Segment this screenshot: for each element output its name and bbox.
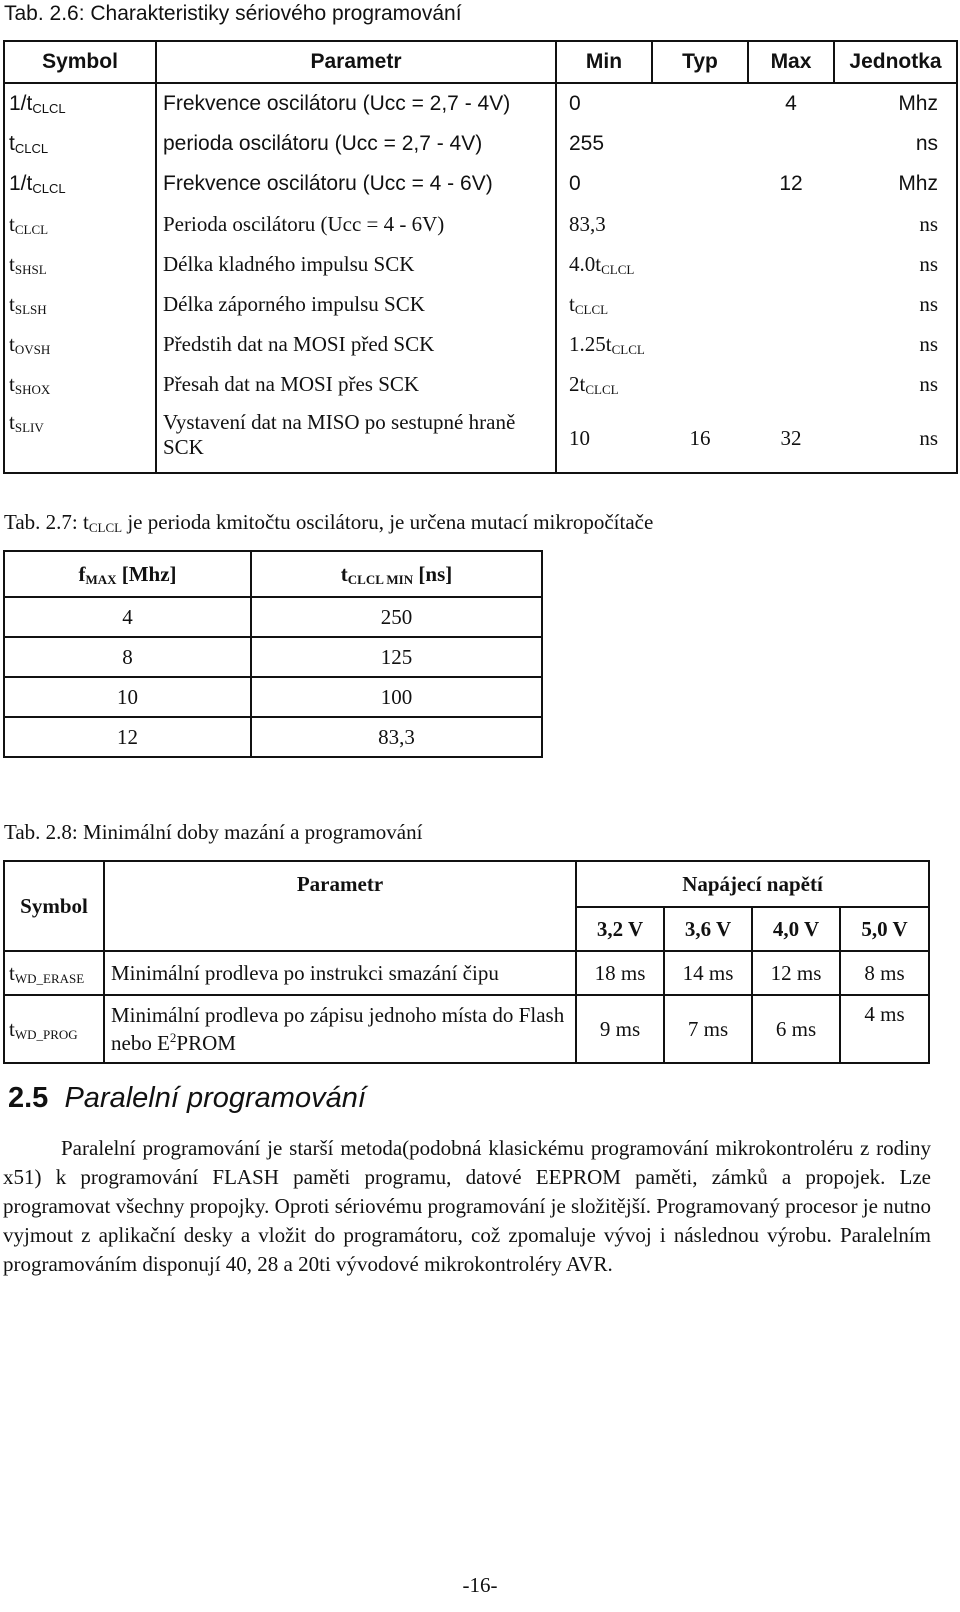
min-cell: $1.25t_{CLCL}$ [556,324,652,364]
unit-cell: ns [834,204,957,244]
col-tclcl-min: $t_{CLCL MIN}$ [ns] [251,551,542,597]
max-frequency-table [3,550,543,758]
typ-cell [652,324,748,364]
table-header-row [4,41,957,83]
symbol-cell: $t_{CLCL}$ [4,204,156,244]
col-voltage-4-0: 4,0 V [752,907,840,951]
table-header-row [4,861,929,907]
typ-cell [652,124,748,164]
col-typ: Typ [652,41,748,83]
param-cell: Minimální prodleva po instrukci smazání čipu [104,951,576,995]
typ-cell [652,164,748,204]
param-cell: Minimální prodleva po zápisu jednoho místa do Flash nebo $E^2PROM$ [104,995,576,1063]
table-row [4,717,542,757]
table-row [4,995,929,1063]
symbol-cell: $t_{WD\_ERASE}$ [4,951,104,995]
section-title: Paralelní programování [64,1082,366,1114]
col-param: Parametr [156,41,556,83]
value-cell: 8 ms [840,951,929,995]
tmin-cell: 83,3 [251,717,542,757]
max-cell: 4 [785,92,797,115]
col-symbol: Symbol [4,41,156,83]
min-cell: 0 [556,83,652,124]
max-cell: 32 [748,404,834,473]
table-row [4,597,542,637]
tmin-cell: 250 [251,597,542,637]
min-cell: 0 [556,164,652,204]
param-cell: Délka záporného impulsu SCK [156,284,556,324]
col-voltage-group: Napájecí napětí [576,861,929,907]
fmax-cell: 12 [4,717,251,757]
unit-cell: Mhz [834,83,957,124]
tmin-cell: 100 [251,677,542,717]
col-max: Max [748,41,834,83]
col-unit: Jednotka [834,41,957,83]
symbol-cell: $t_{CLCL}$ [4,124,156,164]
unit-cell: ns [834,364,957,404]
col-symbol: Symbol [4,861,104,951]
body-paragraph: Paralelní programování je starší metoda(podobná klasickému programování mikrokontroléru z rodiny x51) k programování FLASH paměti programu, datové EEPROM paměti, zámků a propojek. Lze programovat všechny propojky. Oproti sériovému programování je složitější. Programovaný procesor je nutno vyjmout z aplikační desky a vložit do programátoru, což zpomaluje vývoj i následnou výrobu. Paralelním programováním disponují 40, 28 a 20ti vývodové mikrokontroléry AVR. [3,1136,931,1276]
value-cell: 4 ms [840,995,929,1063]
max-cell: 12 [779,172,803,195]
max-cell [748,324,834,364]
max-cell [748,244,834,284]
tab27-caption: Tab. 2.7: $t_{CLCL}$ je perioda kmitočtu oscilátoru, je určena mutací mikropočítače [4,510,654,535]
typ-cell [652,284,748,324]
table-row [4,677,542,717]
value-cell: 9 ms [576,995,664,1063]
typ-cell [652,83,748,124]
col-min: Min [556,41,652,83]
table-row [4,284,957,324]
table-row [4,244,957,284]
param-cell: Frekvence oscilátoru (Ucc = 4 - 6V) [156,164,556,204]
unit-cell: Mhz [834,164,957,204]
section-number: 2.5 [8,1082,49,1114]
table-row [4,83,957,124]
fmax-cell: 10 [4,677,251,717]
page-number: -16- [462,1573,498,1597]
max-cell [748,364,834,404]
section-heading [8,1082,366,1115]
table-row [4,364,957,404]
typ-cell [652,364,748,404]
symbol-cell: $t_{SHSL}$ [4,244,156,284]
value-cell: 6 ms [752,995,840,1063]
fmax-cell: 8 [4,637,251,677]
param-cell: Frekvence oscilátoru (Ucc = 2,7 - 4V) [156,83,556,124]
max-cell [748,204,834,244]
param-cell: perioda oscilátoru (Ucc = 2,7 - 4V) [156,124,556,164]
min-cell: 83,3 [556,204,652,244]
typ-cell [652,204,748,244]
symbol-cell: $t_{SLSH}$ [4,284,156,324]
tab26-caption: Tab. 2.6: Charakteristiky sériového programování [4,2,462,25]
typ-cell: 16 [652,404,748,473]
erase-program-times-table [3,860,930,1064]
table-row [4,951,929,995]
min-cell: $t_{CLCL}$ [556,284,652,324]
col-fmax: $f_{MAX}$ [Mhz] [4,551,251,597]
unit-cell: ns [834,244,957,284]
value-cell: 7 ms [664,995,752,1063]
param-cell: Přesah dat na MOSI přes SCK [156,364,556,404]
param-cell: Délka kladného impulsu SCK [156,244,556,284]
table-row [4,324,957,364]
symbol-cell: $t_{SHOX}$ [4,364,156,404]
param-cell: Předstih dat na MOSI před SCK [156,324,556,364]
symbol-cell: $1/t_{CLCL}$ [4,83,156,124]
table-row [4,204,957,244]
serial-programming-table [3,40,958,474]
tmin-cell: 125 [251,637,542,677]
param-cell: Perioda oscilátoru (Ucc = 4 - 6V) [156,204,556,244]
min-cell: 255 [556,124,652,164]
fmax-cell: 4 [4,597,251,637]
symbol-cell: $t_{SLIV}$ [4,404,156,473]
symbol-cell: $t_{WD\_PROG}$ [4,995,104,1063]
unit-cell: ns [834,404,957,473]
value-cell: 18 ms [576,951,664,995]
table-header-row [4,551,542,597]
col-voltage-3-2: 3,2 V [576,907,664,951]
table-row [4,637,542,677]
min-cell: $4.0t_{CLCL}$ [556,244,652,284]
unit-cell: ns [834,324,957,364]
unit-cell: ns [834,284,957,324]
value-cell: 12 ms [752,951,840,995]
col-voltage-3-6: 3,6 V [664,907,752,951]
max-cell [748,284,834,324]
table-row [4,124,957,164]
param-cell: Vystavení dat na MISO po sestupné hraně SCK [156,404,556,473]
unit-cell: ns [834,124,957,164]
min-cell: $2t_{CLCL}$ [556,364,652,404]
symbol-cell: $t_{OVSH}$ [4,324,156,364]
symbol-cell: $1/t_{CLCL}$ [4,164,156,204]
tab28-caption: Tab. 2.8: Minimální doby mazání a programování [4,820,423,844]
col-param: Parametr [104,861,576,951]
max-cell [748,124,834,164]
typ-cell [652,244,748,284]
value-cell: 14 ms [664,951,752,995]
table-row [4,164,957,204]
table-row [4,404,957,473]
col-voltage-5-0: 5,0 V [840,907,929,951]
min-cell: 10 [556,404,652,473]
